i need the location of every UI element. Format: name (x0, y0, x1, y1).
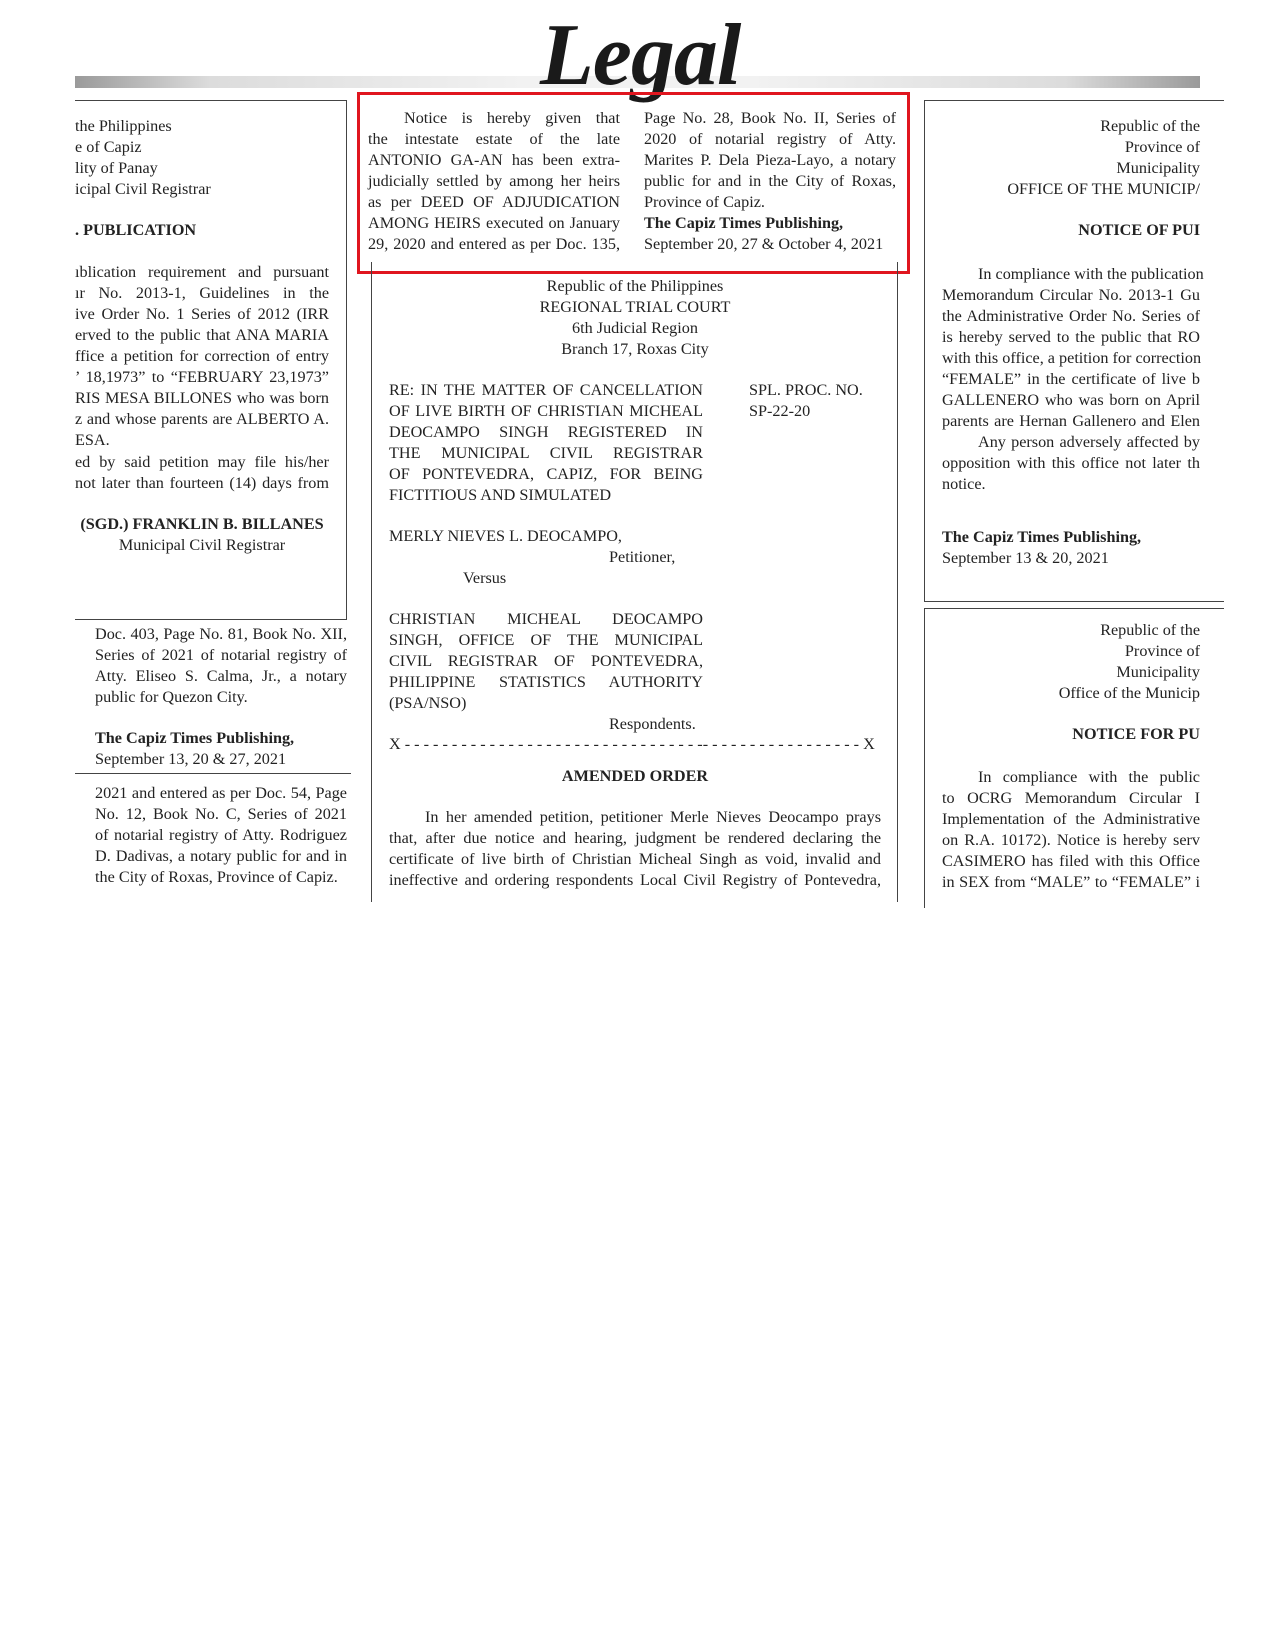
right1-body-11: notice. (942, 475, 986, 493)
right2-header-1: Republic of the (1100, 621, 1200, 639)
highlight-box (357, 92, 910, 274)
right1-body-7: GALLENERO who was born on April (942, 391, 1200, 409)
doc403-line-2: Series of 2021 of notarial registry of (95, 646, 347, 664)
right2-header-3: Municipality (1116, 663, 1200, 681)
estate-col1-line-3: ANTONIO GA-AN has been extra- (368, 151, 620, 169)
right1-dates: September 13 & 20, 2021 (942, 549, 1109, 567)
doc54-line-4: D. Dadivas, a notary public for and in (95, 847, 347, 865)
estate-col1-line-1: Notice is hereby given that (404, 109, 620, 127)
left-notice-title: . PUBLICATION (75, 221, 197, 239)
right1-body-4: is hereby served to the public that RO (942, 328, 1200, 346)
left-header-line-3: lity of Panay (75, 159, 158, 177)
right2-title: NOTICE FOR PU (1072, 725, 1200, 743)
doc403-line-4: public for Quezon City. (95, 688, 248, 706)
court-respondent-line-2: SINGH, OFFICE OF THE MUNICIPAL (389, 631, 703, 649)
court-respondent-line-1: CHRISTIAN MICHEAL DEOCAMPO (389, 610, 703, 628)
doc54-line-1: 2021 and entered as per Doc. 54, Page (95, 784, 347, 802)
court-petitioner-name: MERLY NIEVES L. DEOCAMPO, (389, 527, 622, 545)
right1-body-2: Memorandum Circular No. 2013-1 Gu (942, 286, 1200, 304)
right2-body-1: In compliance with the public (978, 768, 1200, 786)
left-body-line-6: ’ 18,1973” to “FEBRUARY 23,1973” (75, 368, 329, 386)
estate-col2-line-1: Page No. 28, Book No. II, Series of (644, 109, 896, 127)
court-re-line-4: THE MUNICIPAL CIVIL REGISTRAR (389, 444, 703, 462)
left-body-line-8: z and whose parents are ALBERTO A. (75, 410, 329, 428)
right2-body-5: CASIMERO has filed with this Office (942, 852, 1200, 870)
left-body-line-1: ıblication requirement and pursuant (75, 263, 329, 281)
right1-header-3: Municipality (1116, 159, 1200, 177)
estate-col1-line-6: AMONG HEIRS executed on January (368, 214, 620, 232)
court-re-line-1: RE: IN THE MATTER OF CANCELLATION (389, 381, 703, 399)
right-box2-top-rule (924, 608, 1224, 609)
right1-header-2: Province of (1124, 138, 1200, 156)
court-header-3: 6th Judicial Region (572, 319, 698, 337)
right2-header-4: Office of the Municip (1058, 684, 1200, 702)
left-body2-line-1: ed by said petition may file his/her (75, 453, 329, 471)
court-order-title: AMENDED ORDER (561, 767, 709, 785)
right1-publisher: The Capiz Times Publishing, (942, 528, 1142, 546)
court-order-line-1: In her amended petition, petitioner Merle Nieves Deocampo prays (425, 808, 881, 826)
left-body2-line-2: not later than fourteen (14) days from (75, 474, 329, 492)
right1-body-9: Any person adversely affected by (978, 433, 1200, 451)
court-order (371, 262, 899, 896)
left-body-line-4: erved to the public that ANA MARIA (75, 326, 329, 344)
court-petitioner-label: Petitioner, (609, 548, 676, 566)
right1-body-6: “FEMALE” in the certificate of live b (942, 370, 1200, 388)
left-box-right-rule (346, 100, 347, 620)
estate-col1-line-2: the intestate estate of the late (368, 130, 620, 148)
left-signatory-title: Municipal Civil Registrar (118, 536, 286, 554)
court-order-line-2: that, after due notice and hearing, judgment be rendered declaring the (389, 829, 881, 847)
court-re-line-6: FICTITIOUS AND SIMULATED (389, 486, 612, 504)
left-box-top-rule (75, 100, 347, 101)
right1-body-1: In compliance with the publication (978, 265, 1204, 283)
court-header-1: Republic of the Philippines (546, 277, 724, 295)
left-box-bottom-rule (75, 619, 347, 620)
estate-publisher: The Capiz Times Publishing, (644, 214, 844, 232)
right1-header-4: OFFICE OF THE MUNICIP/ (1007, 180, 1200, 198)
right1-body-5: with this office, a petition for correction (942, 349, 1202, 367)
court-respondent-line-4: PHILIPPINE STATISTICS AUTHORITY (389, 673, 703, 691)
right1-body-10: opposition with this office not later th (942, 454, 1200, 472)
doc403-line-3: Atty. Eliseo S. Calma, Jr., a notary (95, 667, 347, 685)
left-header-line-2: e of Capiz (75, 138, 142, 156)
court-order-line-3: certificate of live birth of Christian Micheal Singh as void, invalid and (389, 850, 881, 868)
estate-col1-line-4: judicially settled by among her heirs (368, 172, 620, 190)
estate-col2-line-3: Marites P. Dela Pieza-Layo, a notary (644, 151, 896, 169)
doc403-publisher: The Capiz Times Publishing, (95, 729, 295, 747)
doc54-line-2: No. 12, Book No. C, Series of 2021 (95, 805, 347, 823)
left-signatory: (SGD.) FRANKLIN B. BILLANES (80, 515, 324, 533)
doc54-line-5: the City of Roxas, Province of Capiz. (95, 868, 338, 886)
masthead-title: Legal (540, 7, 741, 104)
left-body-line-2: ır No. 2013-1, Guidelines in the (75, 284, 329, 302)
right2-header-2: Province of (1124, 642, 1200, 660)
right1-header-1: Republic of the (1100, 117, 1200, 135)
right2-body-6: in SEX from “MALE” to “FEMALE” i (942, 873, 1200, 891)
left-body-line-9: ESA. (75, 431, 110, 449)
right1-body-3: the Administrative Order No. Series of (942, 307, 1200, 325)
court-respondents-label: Respondents. (609, 715, 696, 733)
court-spl-line-1: SPL. PROC. NO. (749, 381, 863, 399)
court-re-line-5: OF PONTEVEDRA, CAPIZ, FOR BEING (389, 465, 703, 483)
estate-col1-line-5: as per DEED OF ADJUDICATION (368, 193, 620, 211)
court-header-4: Branch 17, Roxas City (561, 340, 709, 358)
right1-body-8: parents are Hernan Gallenero and Elen (942, 412, 1200, 430)
court-header-2: REGIONAL TRIAL COURT (539, 298, 731, 316)
court-versus: Versus (463, 569, 507, 587)
right2-body-2: to OCRG Memorandum Circular I (942, 789, 1200, 807)
right2-body-4: on R.A. 10172). Notice is hereby serv (942, 831, 1200, 849)
court-re-line-3: DEOCAMPO SINGH REGISTERED IN (389, 423, 703, 441)
doc403-dates: September 13, 20 & 27, 2021 (95, 750, 287, 768)
estate-col2-line-2: 2020 of notarial registry of Atty. (644, 130, 896, 148)
doc403-bottom-rule (75, 773, 351, 774)
court-spl-line-2: SP-22-20 (749, 402, 811, 420)
right1-title: NOTICE OF PUI (1078, 221, 1200, 239)
court-respondent-line-3: CIVIL REGISTRAR OF PONTEVEDRA, (389, 652, 703, 670)
left-column (75, 96, 351, 896)
left-body-line-5: ffice a petition for correction of entry (75, 347, 329, 365)
estate-col2-line-4: public for and in the City of Roxas, (644, 172, 896, 190)
court-re-line-2: OF LIVE BIRTH OF CHRISTIAN MICHEAL (389, 402, 703, 420)
right2-body-3: Implementation of the Administrative (942, 810, 1200, 828)
right-box1-bottom-rule (924, 601, 1224, 602)
left-body-line-3: ive Order No. 1 Series of 2012 (IRR (75, 305, 329, 323)
court-respondent-line-5: (PSA/NSO) (389, 694, 467, 712)
estate-dates: September 20, 27 & October 4, 2021 (644, 235, 884, 253)
right-column (924, 96, 1204, 896)
doc54-line-3: of notarial registry of Atty. Rodriguez (95, 826, 347, 844)
estate-col1-line-7: 29, 2020 and entered as per Doc. 135, (368, 235, 620, 253)
court-divider: X - - - - - - - - - - - - - - - - - - - - - - - - - - - - - - - -- - - - - - - - - - - - - - - - - X (389, 735, 875, 753)
estate-col2-line-5: Province of Capiz. (644, 193, 765, 211)
doc403-line-1: Doc. 403, Page No. 81, Book No. XII, (95, 625, 347, 643)
court-order-line-4: ineffective and ordering respondents Local Civil Registry of Pontevedra, (389, 871, 881, 889)
left-header-line-4: icipal Civil Registrar (75, 180, 211, 198)
left-body-line-7: RIS MESA BILLONES who was born (75, 389, 329, 407)
left-header-line-1: the Philippines (75, 117, 172, 135)
right-box1-top-rule (924, 100, 1224, 101)
